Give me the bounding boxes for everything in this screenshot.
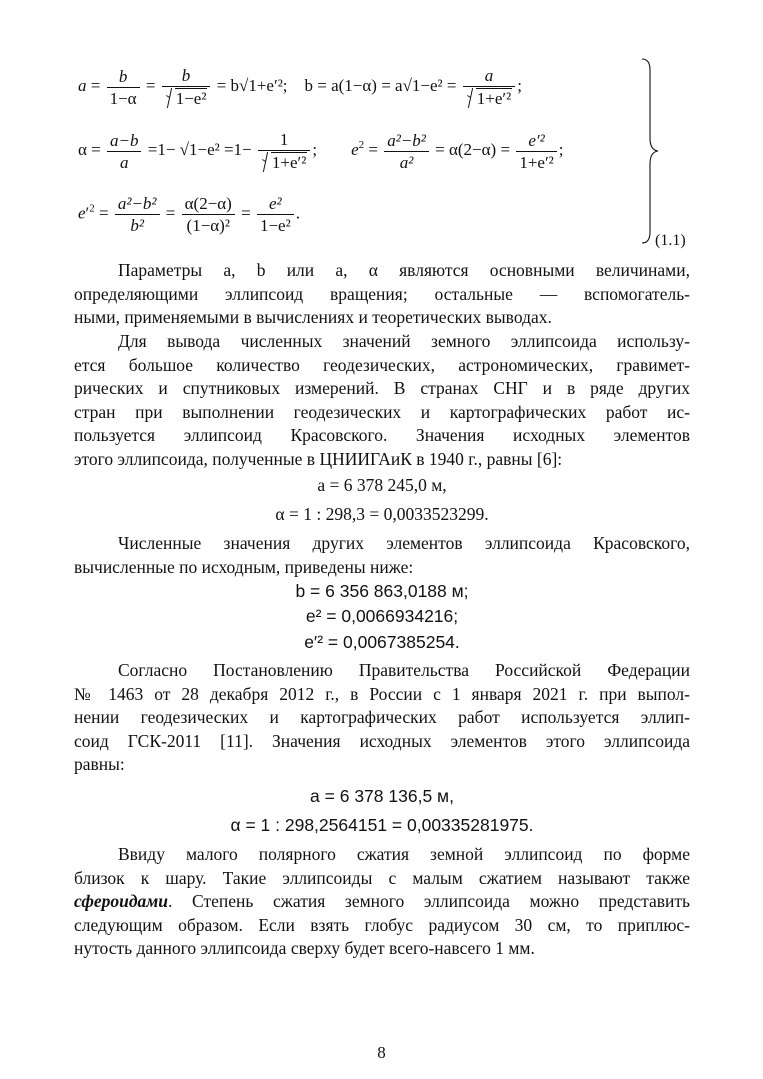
denominator bbox=[463, 87, 515, 108]
text-line: Согласно Постановлению Правительства Российской Федерации bbox=[118, 660, 690, 680]
text-line: пользуется эллипсоид Красовского. Значения исходных элементов bbox=[74, 425, 690, 445]
formula-mid: =1− √1−e² =1− bbox=[147, 139, 252, 159]
text-line: близок к шару. Такие эллипсоиды с малым сжатием называют также bbox=[74, 867, 690, 888]
term-spheroids: сфероидами bbox=[74, 891, 169, 911]
radicand: 1+e′² bbox=[271, 153, 307, 172]
text-line: Параметры a, b или a, α являются основными величинами, bbox=[118, 260, 690, 280]
paragraph-measurements bbox=[74, 330, 690, 471]
gsk-semi-major-axis bbox=[74, 785, 690, 809]
text-line bbox=[74, 890, 690, 914]
denominator: 1+e′² bbox=[519, 152, 554, 172]
text-line: вычисленные по исходным, приведены ниже: bbox=[74, 556, 414, 577]
text-line: Численные значения других элементов эллипсоида Красовского, bbox=[118, 533, 690, 553]
formula-mid: = α(2−α) = bbox=[435, 139, 511, 159]
paragraph-spheroids bbox=[74, 843, 690, 961]
text-line: ется большое количество геодезических, астрономических, гравимет- bbox=[74, 354, 690, 375]
paragraph-other-elements bbox=[74, 532, 690, 579]
formula-tail: = b√1+e′²; bbox=[216, 75, 288, 95]
krasovsky-second-eccentricity bbox=[74, 631, 690, 655]
formula-text: e² = 0,0066934216; bbox=[305, 606, 459, 626]
text-line: № 1463 от 28 декабря 2012 г., в России с 1 января 2021 г. при выпол- bbox=[74, 683, 690, 704]
denominator: a bbox=[119, 152, 129, 172]
denominator bbox=[162, 87, 211, 108]
numerator: a²−b² bbox=[115, 194, 160, 215]
numerator: e² bbox=[257, 194, 294, 215]
gsk-flattening bbox=[74, 814, 690, 838]
text-line: определяющими эллипсоид вращения; остальные — вспомогатель- bbox=[74, 283, 690, 304]
formula-text: b = 6 356 863,0188 м; bbox=[295, 581, 469, 601]
formula-b-eq: b = a(1−α) = a√1−e² = bbox=[304, 75, 457, 95]
numerator: a bbox=[463, 66, 515, 87]
radicand: 1−e² bbox=[175, 89, 207, 108]
text-line: соид ГСК-2011 [11]. Значения исходных элементов этого эллипсоида bbox=[74, 730, 690, 751]
text-fragment: . Степень сжатия земного эллипсоида можно представить bbox=[168, 891, 690, 911]
formula-row-2: α = $\frac{a-b}{a}$ =1− √1−e² =1− $\frac{1}{\text{1+e′²}}$ ; $e^2$ = $\frac{\text{a²−b²}}{\text{a²}}$ = α(2−α) = $\frac{\text{e′²}}{\text{1+e′²}}$ ; bbox=[78, 130, 564, 172]
radicand: 1+e′² bbox=[476, 89, 512, 108]
text-line: равны: bbox=[74, 754, 125, 774]
text-line: этого эллипсоида, полученные в ЦНИИГАиК в 1940 г., равны [6]: bbox=[74, 448, 563, 469]
denominator bbox=[258, 151, 310, 172]
text-line: рических и спутниковых измерений. В странах СНГ и в ряде других bbox=[74, 378, 690, 398]
fraction bbox=[463, 66, 515, 108]
text-line: Для вывода численных значений земного эллипсоида использу- bbox=[118, 331, 690, 351]
text-line: следующим образом. Если взять глобус радиусом 30 см, то приплюс- bbox=[74, 914, 690, 935]
numerator: 1 bbox=[258, 130, 310, 151]
krasovsky-semi-major-axis bbox=[74, 474, 690, 498]
krasovsky-flattening bbox=[74, 503, 690, 527]
denominator: b² bbox=[130, 216, 144, 235]
paragraph-gsk-2011 bbox=[74, 659, 690, 777]
krasovsky-semi-minor-axis bbox=[74, 580, 690, 604]
numerator: α(2−α) bbox=[182, 194, 235, 215]
denominator: 1−α bbox=[109, 88, 137, 108]
page-number: 8 bbox=[377, 1043, 386, 1062]
equation-number: (1.1) bbox=[655, 232, 686, 249]
text-line: нении геодезических и картографических работ используется эллип- bbox=[74, 707, 690, 727]
text-line: Ввиду малого полярного сжатия земной эллипсоид по форме bbox=[118, 844, 690, 864]
formula-row-3: $e'^2$ = $\frac{\text{a²−b²}}{\text{b²}}$ = $\frac{\alpha(2-\alpha)}{\text{(1−α)²}}$ = $\frac{\text{e²}}{\text{1−e²}}$ . bbox=[78, 194, 300, 235]
fraction bbox=[257, 194, 294, 235]
krasovsky-first-eccentricity bbox=[74, 605, 690, 629]
fraction bbox=[182, 194, 235, 235]
formula-text: e′² = 0,0067385254. bbox=[304, 632, 460, 652]
fraction bbox=[258, 130, 310, 172]
paragraph-parameters bbox=[74, 259, 690, 330]
formula-text: α = 1 : 298,2564151 = 0,00335281975. bbox=[230, 815, 534, 835]
denominator: 1−e² bbox=[259, 216, 291, 235]
numerator: e′² bbox=[516, 131, 556, 152]
formula-block-1-1 bbox=[0, 0, 763, 258]
text-line: стран при выполнении геодезических и картографических работ ис- bbox=[74, 401, 690, 422]
formula-text: a = 6 378 136,5 м, bbox=[310, 786, 454, 806]
formula-row-1: a = $\frac{b}{1-\alpha}$ = $\frac{b}{\text{1−e²}}$ = b√1+e′²; b = a(1−α) = a√1−e² = $\frac{a}{\text{1+e′²}}$ ; bbox=[78, 66, 522, 108]
denominator: a² bbox=[399, 152, 414, 172]
text-line: ными, применяемыми в вычислениях и теоретических выводах. bbox=[74, 307, 552, 327]
right-brace bbox=[640, 58, 660, 244]
formula-text: α = 1 : 298,3 = 0,0033523299. bbox=[275, 504, 489, 524]
fraction bbox=[115, 194, 160, 235]
fraction bbox=[516, 131, 556, 172]
formula-text: a = 6 378 245,0 м, bbox=[317, 475, 447, 495]
numerator: b bbox=[107, 67, 140, 88]
fraction bbox=[107, 67, 140, 108]
numerator: a−b bbox=[107, 131, 141, 152]
fraction bbox=[107, 131, 141, 172]
fraction bbox=[162, 66, 211, 108]
numerator: b bbox=[162, 66, 211, 87]
fraction bbox=[384, 131, 429, 172]
text-line: нутость данного эллипсоида сверху будет всего-навсего 1 мм. bbox=[74, 938, 535, 958]
denominator: (1−α)² bbox=[186, 216, 230, 235]
numerator: a²−b² bbox=[384, 131, 429, 152]
